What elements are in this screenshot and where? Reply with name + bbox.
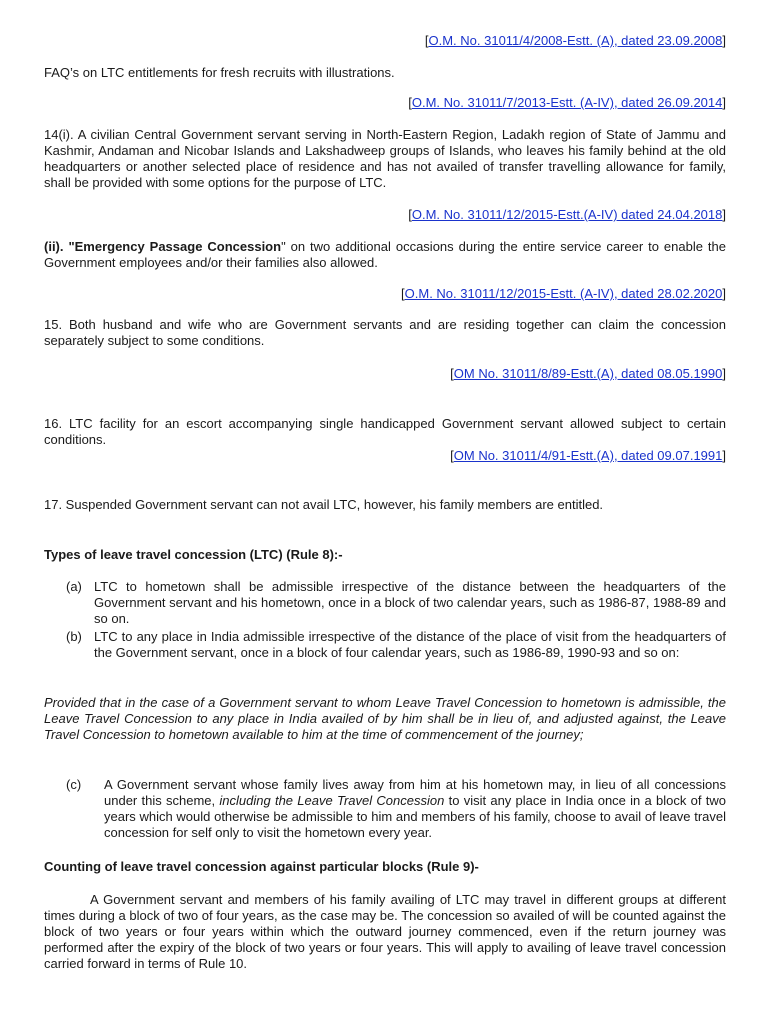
list-marker: (b) bbox=[66, 629, 82, 644]
emergency-passage-text: " on two additional occasions during the entire service career to enable the Government employees and/or their families also allowed. bbox=[44, 239, 726, 270]
list-marker: (c) bbox=[66, 777, 82, 792]
reference-link-1[interactable] bbox=[428, 33, 722, 48]
list-text-part: to visit any place in India once in a block of two years which would otherwise be admissible to him and members of his family, choose to avail of leave travel concession for self only to visit the hometown every year. bbox=[104, 793, 726, 840]
reference-date: , dated 26.09.2014 bbox=[613, 95, 723, 110]
types-heading: Types of leave travel concession (LTC) (Rule 8):- bbox=[44, 547, 343, 562]
counting-paragraph: A Government servant and members of his family availing of LTC may travel in different groups at different times during a block of two of four years, as the case may be. The concession so availed of will be counted against the block of two years or four years within which the outward journey commenced, even if the return journey was performed after the expiry of the block of two years or four years. This will apply to availing of leave travel concession carried forward in terms of Rule 10. bbox=[44, 892, 726, 971]
list-text bbox=[104, 777, 726, 841]
reference-2: [O.M. No. 31011/7/2013-Estt. (A-IV), dated 26.09.2014] bbox=[408, 95, 726, 110]
list-text: LTC to hometown shall be admissible irrespective of the distance between the headquarters of the Government servant and his hometown, once in a block of two calendar years, such as 1986-87, 1988-89 and so on. bbox=[94, 579, 726, 626]
reference-date: , dated 09.07.1991 bbox=[613, 448, 723, 463]
paragraph-14i: 14(i). A civilian Central Government servant serving in North-Eastern Region, Ladakh region of State of Jammu and Kashmir, Andaman and Nicobar Islands and Lakshadweep groups of Islands, who leaves his family behind at the old headquarters or another selected place of residence and has not availed of transfer travelling allowance for family, shall be provided with some options for the purpose of LTC. bbox=[44, 127, 726, 190]
list-text-italic: including the Leave Travel Concession bbox=[219, 793, 445, 808]
reference-6: [OM No. 31011/4/91-Estt.(A), dated 09.07.1991] bbox=[450, 448, 726, 463]
reference-link-4[interactable] bbox=[405, 286, 723, 301]
reference-link-5[interactable] bbox=[454, 366, 723, 381]
reference-om: OM No. 31011/4/91-Estt.(A) bbox=[453, 448, 614, 463]
reference-3: [O.M. No. 31011/12/2015-Estt.(A-IV) dated 24.04.2018] bbox=[408, 207, 726, 222]
emergency-passage-label: (ii). "Emergency Passage Concession bbox=[44, 239, 282, 254]
reference-om: O.M. No. 31011/12/2015-Estt.(A-IV) dated 24.04.2018 bbox=[411, 207, 723, 222]
reference-date: , dated 08.05.1990 bbox=[613, 366, 723, 381]
paragraph-17: 17. Suspended Government servant can not avail LTC, however, his family members are entitled. bbox=[44, 497, 604, 512]
reference-om: O.M. No. 31011/7/2013-Estt. (A-IV) bbox=[411, 95, 614, 110]
reference-1: [O.M. No. 31011/4/2008-Estt. (A), dated 23.09.2008] bbox=[424, 33, 726, 48]
reference-4: [O.M. No. 31011/12/2015-Estt. (A-IV), dated 28.02.2020] bbox=[401, 286, 726, 301]
paragraph-faq: FAQ’s on LTC entitlements for fresh recruits with illustrations. bbox=[44, 65, 395, 80]
proviso-paragraph: Provided that in the case of a Government servant to whom Leave Travel Concession to hometown is admissible, the Leave Travel Concession to any place in India availed of by him shall be in lieu of, and adjusted against, the Leave Travel Concession to hometown available to him at the time of commencement of the journey; bbox=[44, 695, 726, 742]
paragraph-15: 15. Both husband and wife who are Government servants and are residing together can claim the concession separately subject to some conditions. bbox=[44, 317, 726, 348]
list-text: LTC to any place in India admissible irrespective of the distance of the place of visit from the headquarters of the Government servant, once in a block of four calendar years, such as 1986-89, 1990-93 and so on: bbox=[94, 629, 726, 660]
reference-link-3[interactable] bbox=[412, 207, 723, 222]
reference-om: OM No. 31011/8/89-Estt.(A) bbox=[453, 366, 614, 381]
reference-om: O.M. No. 31011/4/2008-Estt. (A) bbox=[428, 33, 614, 48]
list-marker: (a) bbox=[66, 579, 82, 594]
reference-date: , dated 28.02.2020 bbox=[613, 286, 723, 301]
paragraph-14ii bbox=[44, 239, 726, 271]
list-text-part: A Government servant whose family lives away from him at his hometown may, in lieu of all concessions under this scheme, bbox=[104, 777, 726, 808]
reference-date: , dated 23.09.2008 bbox=[613, 33, 723, 48]
reference-om: O.M. No. 31011/12/2015-Estt. (A-IV) bbox=[404, 286, 614, 301]
counting-heading: Counting of leave travel concession against particular blocks (Rule 9)- bbox=[44, 859, 479, 874]
paragraph-16: 16. LTC facility for an escort accompanying single handicapped Government servant allowed subject to certain conditions. bbox=[44, 416, 726, 447]
reference-5: [OM No. 31011/8/89-Estt.(A), dated 08.05.1990] bbox=[450, 366, 726, 381]
reference-link-2[interactable] bbox=[412, 95, 723, 110]
reference-link-6[interactable] bbox=[454, 448, 723, 463]
